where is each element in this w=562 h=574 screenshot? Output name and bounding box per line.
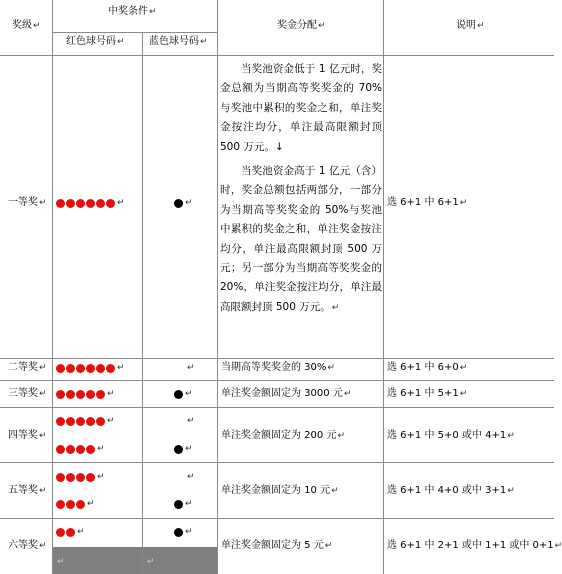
prize-text: 单注奖金额固定为 10 元↵ <box>221 485 339 496</box>
prize-text: 单注奖金额固定为 200 元↵ <box>221 430 345 441</box>
level-cell: 六等奖↵ <box>8 540 47 551</box>
red-ball <box>66 473 75 482</box>
paragraph-mark: ↵ <box>97 472 105 482</box>
paragraph-mark: ↵ <box>57 557 65 567</box>
red-ball <box>86 473 95 482</box>
level-cell: 一等奖↵ <box>8 197 47 208</box>
red-ball <box>66 364 75 373</box>
red-ball <box>106 199 115 208</box>
header-level: 奖级↵ <box>12 20 41 31</box>
red-balls <box>56 526 85 538</box>
blue-ball <box>174 390 183 399</box>
blue-ball <box>174 199 183 208</box>
red-ball <box>86 417 95 426</box>
red-ball <box>86 445 95 454</box>
paragraph-mark: ↵ <box>107 389 115 399</box>
red-ball <box>96 390 105 399</box>
red-ball <box>56 445 65 454</box>
red-ball <box>86 390 95 399</box>
red-ball <box>56 199 65 208</box>
paragraph-mark: ↵ <box>185 444 193 454</box>
prize-text: 单注奖金额固定为 3000 元↵ <box>221 388 352 399</box>
paragraph-mark: ↵ <box>117 198 125 208</box>
blue-ball <box>174 528 183 537</box>
red-ball <box>56 473 65 482</box>
header-prize: 奖金分配↵ <box>277 20 326 31</box>
blue-balls <box>186 415 195 427</box>
red-ball <box>76 500 85 509</box>
red-ball <box>76 445 85 454</box>
prize-text: 单注奖金额固定为 5 元↵ <box>221 540 333 551</box>
red-ball <box>56 364 65 373</box>
red-ball <box>66 528 75 537</box>
red-ball <box>56 500 65 509</box>
red-balls <box>56 362 125 374</box>
header-blue: 蓝色球号码↵ <box>149 36 208 47</box>
red-ball <box>76 390 85 399</box>
grid-line <box>0 358 554 359</box>
red-ball <box>86 199 95 208</box>
note-cell: 选 6+1 中 5+0 或中 4+1↵ <box>387 430 515 441</box>
blue-balls <box>186 471 195 483</box>
paragraph-mark: ↵ <box>185 198 193 208</box>
header-condition: 中奖条件↵ <box>108 6 157 17</box>
red-balls <box>56 443 105 455</box>
red-ball <box>96 199 105 208</box>
red-ball <box>66 199 75 208</box>
red-balls <box>56 415 115 427</box>
header-note: 说明↵ <box>456 20 485 31</box>
red-ball <box>66 500 75 509</box>
paragraph-mark: ↵ <box>87 499 95 509</box>
prize-text: 当奖池资金高于 1 亿元（含）时，奖金总额包括两部分，一部分为当期高等奖奖金的 50%与奖池中累积的奖金之和，单注奖金按注均分，单注最高限额封顶 500 万元；另一部分为当期高等奖奖金的 20%，单注奖金按注均分，单注最高限额封顶 500 万元。↵ <box>220 165 382 313</box>
grid-line <box>0 407 554 408</box>
red-ball <box>66 390 75 399</box>
paragraph-mark: ↵ <box>185 389 193 399</box>
grid-line <box>0 55 554 56</box>
level-cell: 四等奖↵ <box>8 430 47 441</box>
red-ball <box>76 199 85 208</box>
paragraph-mark: ↵ <box>185 527 193 537</box>
blue-ball <box>174 500 183 509</box>
header-red: 红色球号码↵ <box>66 36 125 47</box>
red-balls <box>56 471 105 483</box>
level-cell: 五等奖↵ <box>8 485 47 496</box>
paragraph-mark: ↵ <box>77 527 85 537</box>
red-ball <box>96 364 105 373</box>
paragraph-mark: ↵ <box>117 363 125 373</box>
blue-balls <box>174 498 193 510</box>
grid-line <box>383 0 384 574</box>
paragraph-mark: ↵ <box>97 444 105 454</box>
red-ball <box>66 445 75 454</box>
blue-balls <box>174 197 193 209</box>
grid-line <box>142 32 143 574</box>
grid-line <box>0 462 554 463</box>
red-ball <box>106 364 115 373</box>
blue-ball <box>174 445 183 454</box>
prize-text: 当期高等奖奖金的 30%↵ <box>221 362 335 373</box>
grid-line <box>52 32 217 33</box>
paragraph-mark: ↵ <box>187 472 195 482</box>
red-ball <box>96 417 105 426</box>
blue-balls <box>174 443 193 455</box>
level-cell: 二等奖↵ <box>8 362 47 373</box>
blue-balls <box>174 388 193 400</box>
red-balls <box>56 197 125 209</box>
paragraph-mark: ↵ <box>185 499 193 509</box>
paragraph-mark: ↵ <box>187 363 195 373</box>
red-ball <box>56 528 65 537</box>
note-cell: 选 6+1 中 5+1↵ <box>387 388 468 399</box>
red-ball <box>86 364 95 373</box>
red-ball <box>76 417 85 426</box>
level-cell: 三等奖↵ <box>8 388 47 399</box>
grid-line <box>217 0 218 574</box>
paragraph-mark: ↵ <box>147 557 155 567</box>
red-balls <box>56 498 95 510</box>
grid-line <box>0 518 554 519</box>
prize-text: 当奖池资金低于 1 亿元时，奖金总额为当期高等奖奖金的 70%与奖池中累积的奖金之和，单注奖金按注均分，单注最高限额封顶 500 万元。↓ <box>220 63 382 153</box>
blue-balls <box>174 526 193 538</box>
grid-line <box>52 0 53 574</box>
red-ball <box>76 473 85 482</box>
note-cell: 选 6+1 中 6+0↵ <box>387 362 468 373</box>
red-ball <box>66 417 75 426</box>
paragraph-mark: ↵ <box>107 416 115 426</box>
red-ball <box>76 364 85 373</box>
blue-balls <box>186 362 195 374</box>
red-ball <box>56 390 65 399</box>
paragraph-mark: ↵ <box>187 416 195 426</box>
note-cell: 选 6+1 中 2+1 或中 1+1 或中 0+1↵ <box>387 540 562 551</box>
note-cell: 选 6+1 中 6+1↵ <box>387 197 468 208</box>
red-balls <box>56 388 115 400</box>
footer-shade <box>53 547 142 574</box>
red-ball <box>56 417 65 426</box>
note-cell: 选 6+1 中 4+0 或中 3+1↵ <box>387 485 515 496</box>
grid-line <box>0 380 554 381</box>
